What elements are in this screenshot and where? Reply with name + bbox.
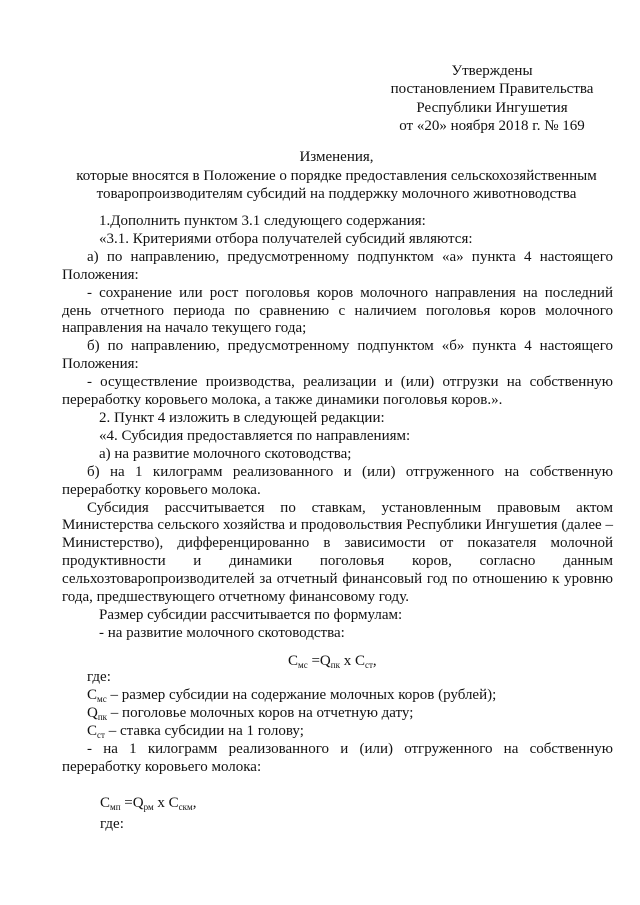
- paragraph: 2. Пункт 4 изложить в следующей редакции:: [99, 409, 385, 426]
- formula-symbol: =Q: [307, 653, 331, 669]
- def-subscript: ст: [97, 730, 105, 740]
- paragraph: - сохранение или рост поголовья коров молочного направления на последний день отчетного периода по сравнению с наличием поголовья коров молочного направления на начало текущего года;: [62, 284, 613, 337]
- def-symbol: Q: [87, 705, 98, 721]
- formula-subscript: рм: [143, 802, 154, 812]
- definition-line: [87, 687, 496, 704]
- document-title: [60, 148, 613, 204]
- formula-symbol: x С: [339, 653, 365, 669]
- definition-line: [87, 705, 413, 722]
- approval-line: Республики Ингушетия: [416, 99, 568, 116]
- paragraph: 1.Дополнить пунктом 3.1 следующего содержания:: [99, 213, 426, 229]
- paragraph: Размер субсидии рассчитывается по формулам:: [99, 606, 403, 623]
- definition-line: [87, 723, 304, 740]
- formula-milk-kg: [100, 795, 196, 812]
- def-text: – поголовье молочных коров на отчетную дату;: [107, 705, 414, 721]
- paragraph: - осуществление производства, реализации и (или) отгрузки на собственную переработку коровьего молока, а также динамики поголовья коров.».: [62, 374, 613, 409]
- def-text: – ставка субсидии на 1 голову;: [104, 723, 304, 739]
- formula-subscript: скм: [178, 802, 193, 812]
- formula-symbol: x С: [153, 795, 179, 811]
- def-subscript: мс: [97, 694, 107, 704]
- formula-subscript: мс: [298, 660, 308, 670]
- def-text: – размер субсидии на содержание молочных коров (рублей);: [106, 687, 497, 703]
- formula-symbol: =Q: [120, 795, 144, 811]
- formula-subscript: пк: [330, 660, 340, 670]
- paragraph: «3.1. Критериями отбора получателей субсидий являются:: [99, 230, 473, 247]
- paragraph: Субсидия рассчитывается по ставкам, установленным правовым актом Министерства сельского хозяйства и продовольствия Республики Ингушетия (далее – Министерство), дифференцированно в зависимости от показателя молочной продуктивности и динамики поголовья коров, согласно данным сельхозтоваропроизводителей за отчетный финансовый год по отношению к уровню года, предшествующего отчетному финансовому году.: [62, 499, 613, 606]
- document-body: [62, 213, 613, 643]
- title-line: товаропроизводителям субсидий на поддержку молочного животноводства: [96, 186, 577, 202]
- formula-symbol: ,: [372, 653, 377, 669]
- where-label: где:: [100, 816, 124, 832]
- formula-milk-cattle: [288, 653, 377, 670]
- paragraph: - на развитие молочного скотоводства:: [99, 624, 345, 641]
- approval-stamp: [372, 62, 612, 135]
- title-line: Изменения,: [299, 149, 374, 165]
- approval-line: от «20» ноября 2018 г. № 169: [399, 117, 585, 134]
- paragraph: а) по направлению, предусмотренному подпунктом «а» пункта 4 настоящего Положения:: [62, 248, 613, 283]
- formula-symbol: ,: [192, 795, 197, 811]
- paragraph: - на 1 килограмм реализованного и (или) отгруженного на собственную переработку коровьего молока:: [62, 741, 613, 775]
- approval-line: Утверждены: [451, 63, 533, 79]
- def-symbol: С: [87, 723, 98, 739]
- paragraph: «4. Субсидия предоставляется по направлениям:: [99, 427, 411, 444]
- approval-line: постановлением Правительства: [390, 81, 594, 98]
- paragraph: б) на 1 килограмм реализованного и (или) отгруженного на собственную переработку коровьего молока.: [62, 463, 613, 498]
- formula-symbol: С: [288, 653, 299, 669]
- def-symbol: С: [87, 687, 98, 703]
- last-paragraph-block: [62, 741, 613, 777]
- where-label: где:: [87, 669, 111, 685]
- formula-subscript: мп: [110, 802, 121, 812]
- formula-subscript: ст: [364, 660, 373, 670]
- paragraph: а) на развитие молочного скотоводства;: [99, 445, 352, 462]
- paragraph: б) по направлению, предусмотренному подпунктом «б» пункта 4 настоящего Положения:: [62, 338, 613, 373]
- title-line: которые вносятся в Положение о порядке предоставления сельскохозяйственным: [76, 167, 597, 184]
- def-subscript: пк: [97, 712, 108, 722]
- formula-symbol: С: [100, 795, 111, 811]
